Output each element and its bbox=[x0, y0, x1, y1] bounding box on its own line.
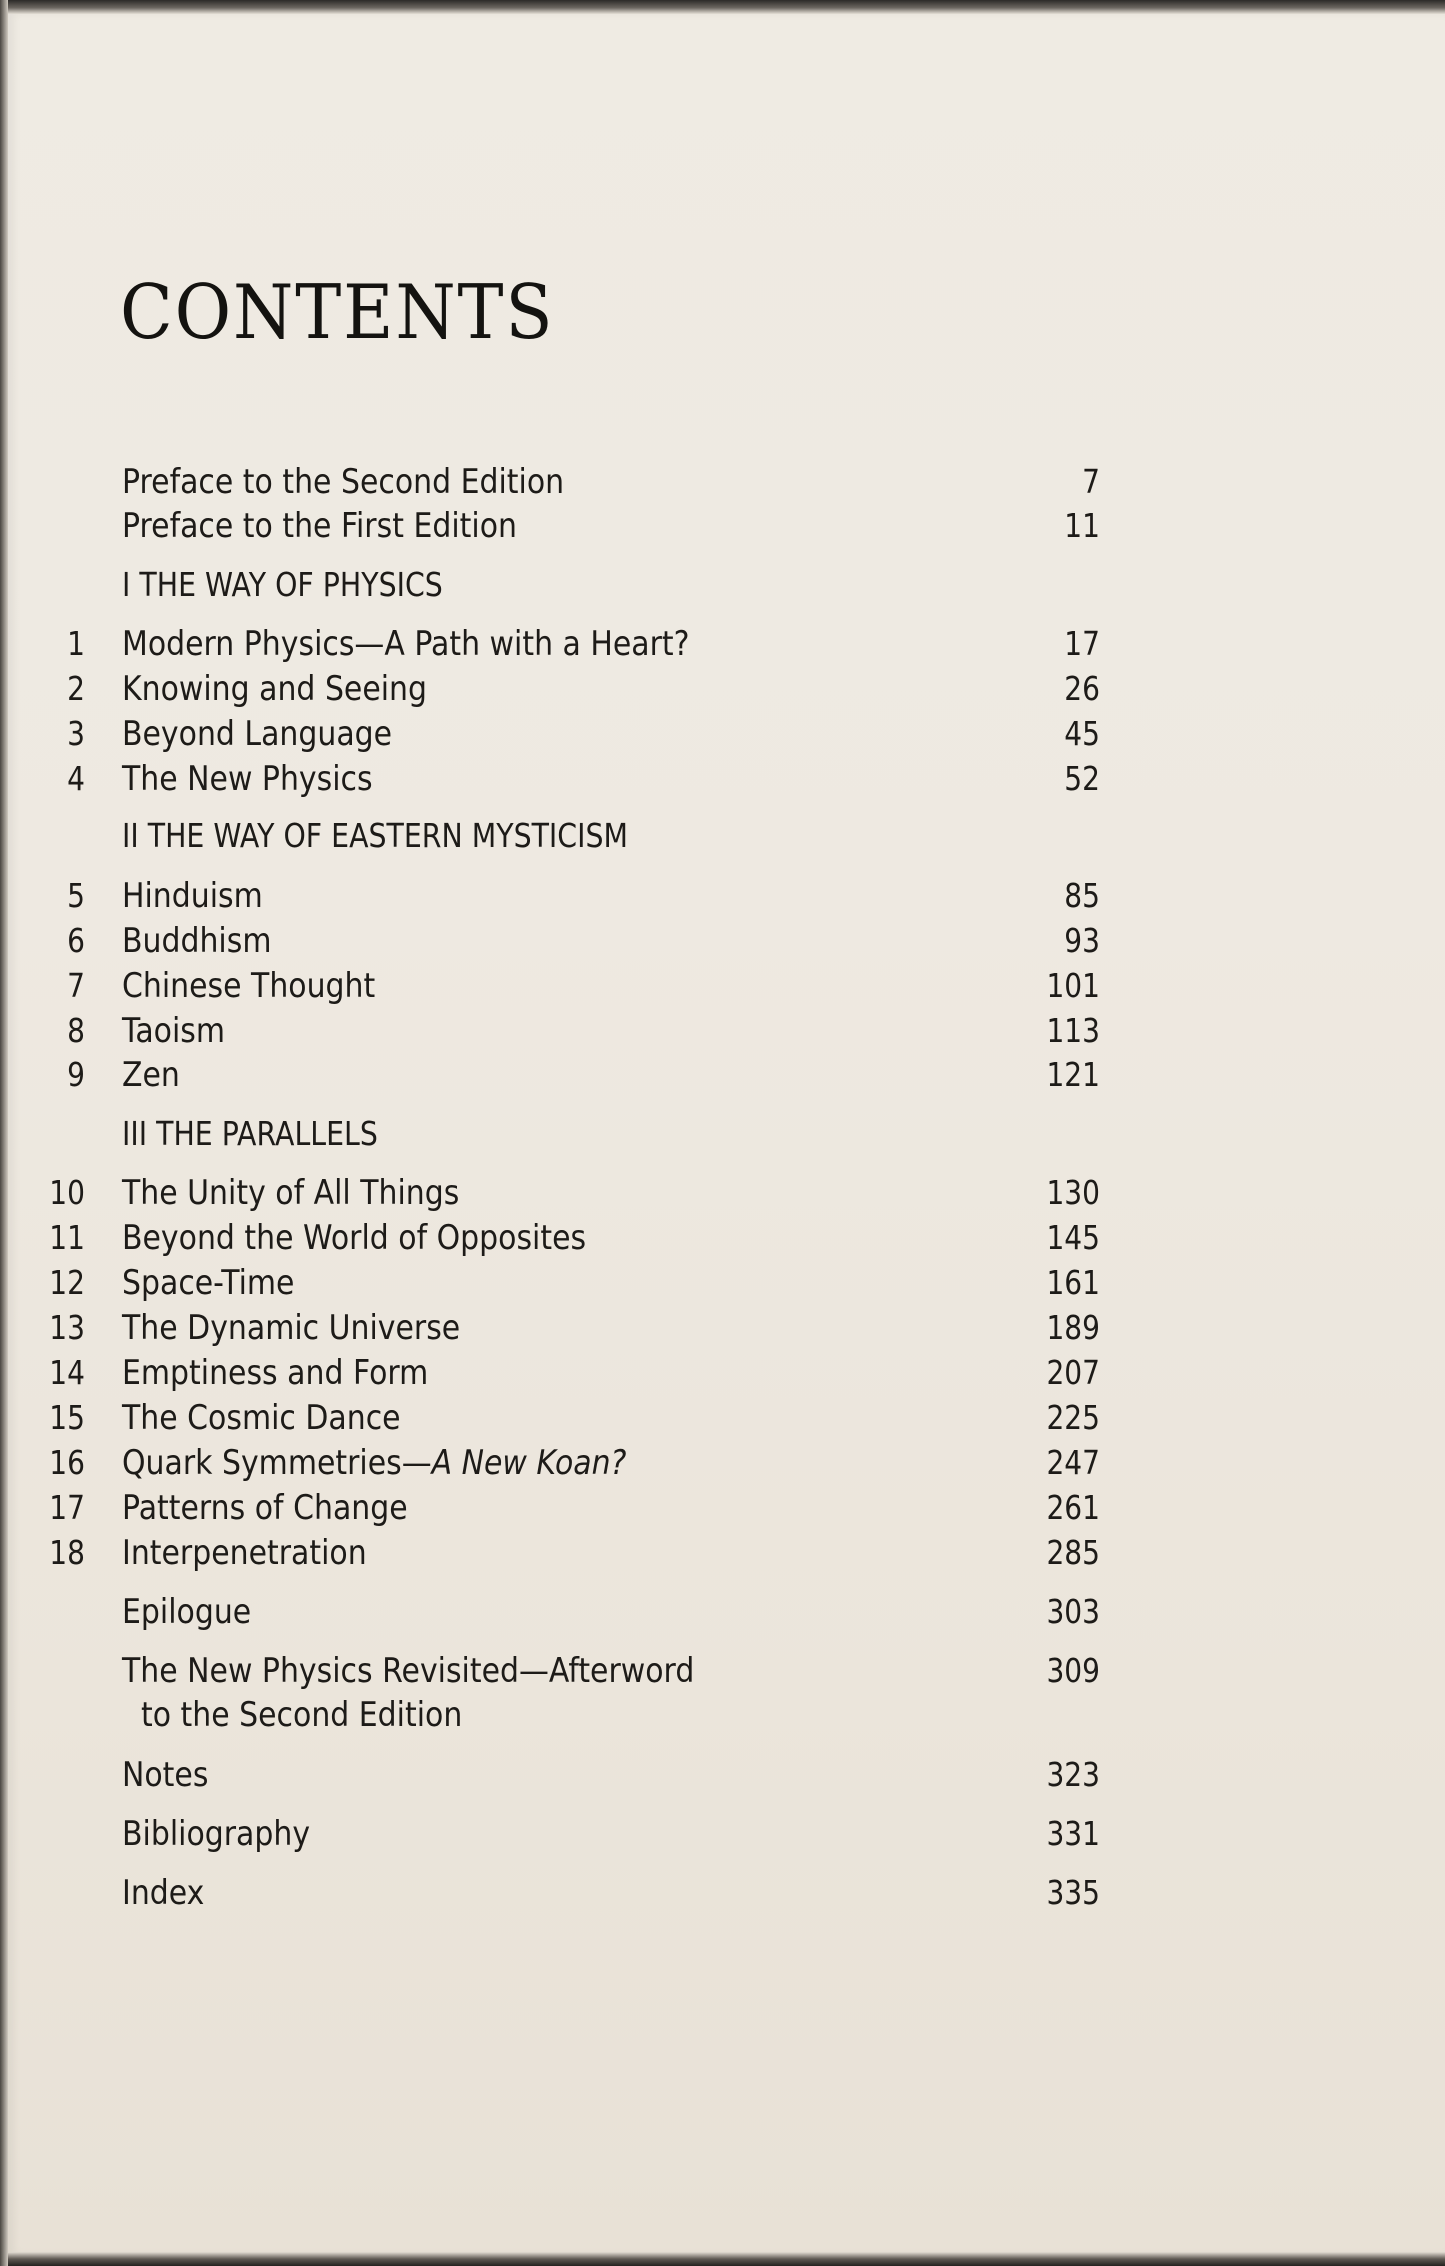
toc-entry-page: 161 bbox=[1046, 1263, 1100, 1302]
toc-entry-label: Beyond the World of Opposites bbox=[122, 1218, 587, 1258]
chapter-number: 14 bbox=[49, 1353, 85, 1392]
toc-entry-bibliography[interactable] bbox=[0, 1814, 1445, 1858]
toc-entry-page: 207 bbox=[1046, 1353, 1100, 1392]
toc-entry-label: Preface to the Second Edition bbox=[122, 462, 565, 502]
toc-entry-page: 145 bbox=[1046, 1218, 1100, 1257]
toc-entry-page: 17 bbox=[1064, 624, 1100, 663]
toc-entry-page: 189 bbox=[1046, 1308, 1100, 1347]
toc-entry-index[interactable] bbox=[0, 1873, 1445, 1917]
chapter-number: 7 bbox=[67, 966, 85, 1005]
toc-entry-label: Notes bbox=[122, 1755, 209, 1795]
chapter-number: 16 bbox=[49, 1443, 85, 1482]
toc-chapter-17[interactable] bbox=[0, 1488, 1445, 1532]
toc-entry-label: Buddhism bbox=[122, 921, 272, 961]
toc-entry-label: Space-Time bbox=[122, 1263, 295, 1303]
toc-entry-page: 7 bbox=[1082, 462, 1100, 501]
toc-entry-afterword[interactable] bbox=[0, 1651, 1445, 1741]
toc-entry-preface-first-edition[interactable] bbox=[0, 506, 1445, 550]
toc-part-heading-1 bbox=[0, 565, 1445, 609]
toc-chapter-7[interactable] bbox=[0, 966, 1445, 1010]
toc-entry-label: Beyond Language bbox=[122, 714, 393, 754]
toc-entry-epilogue[interactable] bbox=[0, 1592, 1445, 1636]
toc-entry-page: 85 bbox=[1064, 876, 1100, 915]
toc-entry-notes[interactable] bbox=[0, 1755, 1445, 1799]
chapter-number: 2 bbox=[67, 669, 85, 708]
toc-entry-page: 331 bbox=[1046, 1814, 1100, 1853]
chapter-number: 8 bbox=[67, 1011, 85, 1050]
toc-entry-label: Index bbox=[122, 1873, 205, 1913]
chapter-number: 5 bbox=[67, 876, 85, 915]
toc-entry-page: 130 bbox=[1046, 1173, 1100, 1212]
chapter-number: 3 bbox=[67, 714, 85, 753]
chapter-number: 9 bbox=[67, 1055, 85, 1094]
toc-chapter-16[interactable] bbox=[0, 1443, 1445, 1487]
part-heading: I THE WAY OF PHYSICS bbox=[122, 565, 443, 604]
toc-entry-label: Patterns of Change bbox=[122, 1488, 408, 1528]
toc-entry-label: Bibliography bbox=[122, 1814, 311, 1854]
toc-entry-label: Modern Physics—A Path with a Heart? bbox=[122, 624, 690, 664]
toc-entry-label-roman: Quark Symmetries— bbox=[122, 1443, 432, 1483]
toc-entry-label: The New Physics bbox=[122, 759, 373, 799]
toc-entry-label: Zen bbox=[122, 1055, 180, 1095]
toc-entry-label: Chinese Thought bbox=[122, 966, 376, 1006]
toc-chapter-13[interactable] bbox=[0, 1308, 1445, 1352]
toc-entry-page: 93 bbox=[1064, 921, 1100, 960]
toc-entry-label-continued: to the Second Edition bbox=[141, 1695, 463, 1735]
toc-chapter-3[interactable] bbox=[0, 714, 1445, 758]
part-heading: II THE WAY OF EASTERN MYSTICISM bbox=[122, 816, 628, 855]
toc-entry-page: 261 bbox=[1046, 1488, 1100, 1527]
chapter-number: 13 bbox=[49, 1308, 85, 1347]
chapter-number: 6 bbox=[67, 921, 85, 960]
toc-chapter-18[interactable] bbox=[0, 1533, 1445, 1577]
toc-entry-label: Knowing and Seeing bbox=[122, 669, 428, 709]
toc-entry-label: Epilogue bbox=[122, 1592, 252, 1632]
toc-chapter-12[interactable] bbox=[0, 1263, 1445, 1307]
toc-chapter-10[interactable] bbox=[0, 1173, 1445, 1217]
part-heading: III THE PARALLELS bbox=[122, 1114, 378, 1153]
chapter-number: 15 bbox=[49, 1398, 85, 1437]
page-title: CONTENTS bbox=[120, 268, 555, 356]
page-bottom-edge bbox=[0, 2252, 1445, 2266]
toc-chapter-11[interactable] bbox=[0, 1218, 1445, 1262]
toc-entry-label: Preface to the First Edition bbox=[122, 506, 517, 546]
toc-entry-page: 121 bbox=[1046, 1055, 1100, 1094]
toc-chapter-1[interactable] bbox=[0, 624, 1445, 668]
chapter-number: 10 bbox=[49, 1173, 85, 1212]
toc-entry-label: Interpenetration bbox=[122, 1533, 367, 1573]
toc-entry-label: The New Physics Revisited—Afterword bbox=[122, 1651, 695, 1691]
toc-entry-page: 309 bbox=[1046, 1651, 1100, 1690]
toc-entry-page: 52 bbox=[1064, 759, 1100, 798]
chapter-number: 11 bbox=[49, 1218, 85, 1257]
toc-entry-page: 303 bbox=[1046, 1592, 1100, 1631]
toc-entry-page: 323 bbox=[1046, 1755, 1100, 1794]
toc-chapter-15[interactable] bbox=[0, 1398, 1445, 1442]
toc-entry-page: 45 bbox=[1064, 714, 1100, 753]
toc-chapter-4[interactable] bbox=[0, 759, 1445, 803]
toc-entry-label: Hinduism bbox=[122, 876, 263, 916]
toc-part-heading-3 bbox=[0, 1114, 1445, 1158]
toc-entry-page: 335 bbox=[1046, 1873, 1100, 1912]
toc-entry-label bbox=[122, 1443, 626, 1483]
toc-chapter-14[interactable] bbox=[0, 1353, 1445, 1397]
toc-entry-label: The Unity of All Things bbox=[122, 1173, 460, 1213]
toc-entry-label-italic: A New Koan? bbox=[431, 1443, 627, 1483]
chapter-number: 12 bbox=[49, 1263, 85, 1302]
toc-entry-page: 26 bbox=[1064, 669, 1100, 708]
toc-entry-page: 113 bbox=[1046, 1011, 1100, 1050]
toc-part-heading-2 bbox=[0, 816, 1445, 860]
chapter-number: 1 bbox=[67, 624, 85, 663]
toc-chapter-9[interactable] bbox=[0, 1055, 1445, 1099]
toc-chapter-8[interactable] bbox=[0, 1011, 1445, 1055]
toc-entry-label: The Cosmic Dance bbox=[122, 1398, 401, 1438]
toc-chapter-5[interactable] bbox=[0, 876, 1445, 920]
toc-chapter-2[interactable] bbox=[0, 669, 1445, 713]
toc-entry-label: Taoism bbox=[122, 1011, 226, 1051]
toc-chapter-6[interactable] bbox=[0, 921, 1445, 965]
chapter-number: 18 bbox=[49, 1533, 85, 1572]
toc-entry-label: Emptiness and Form bbox=[122, 1353, 429, 1393]
toc-entry-preface-second-edition[interactable] bbox=[0, 462, 1445, 506]
toc-entry-label: The Dynamic Universe bbox=[122, 1308, 461, 1348]
chapter-number: 17 bbox=[49, 1488, 85, 1527]
toc-entry-page: 285 bbox=[1046, 1533, 1100, 1572]
toc-entry-page: 247 bbox=[1046, 1443, 1100, 1482]
toc-entry-page: 11 bbox=[1064, 506, 1100, 545]
page-top-edge bbox=[0, 0, 1445, 14]
toc-entry-page: 101 bbox=[1046, 966, 1100, 1005]
chapter-number: 4 bbox=[67, 759, 85, 798]
toc-entry-page: 225 bbox=[1046, 1398, 1100, 1437]
